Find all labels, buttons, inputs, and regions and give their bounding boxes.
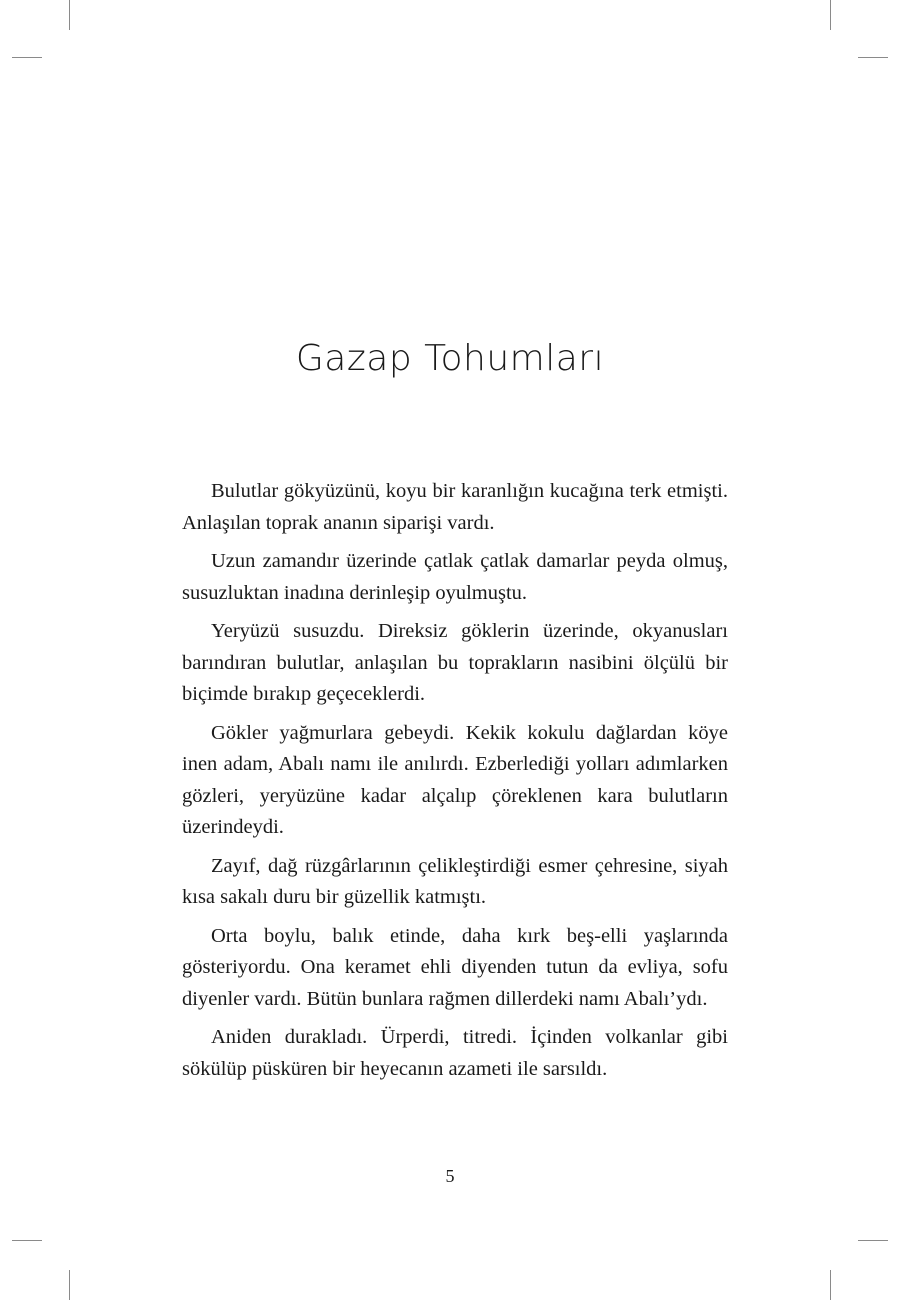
- body-text: [182, 476, 728, 1092]
- paragraph: Zayıf, dağ rüzgârlarının çelikleştirdiği esmer çehresine, siyah kısa sakalı duru bir güzellik katmıştı.: [182, 854, 728, 908]
- paragraph: Orta boylu, balık etinde, daha kırk beş-elli yaşlarında gösteriyordu. Ona keramet ehli diyenden tutun da evliya, sofu diyenler vardı. Bütün bunlara rağmen dillerdeki namı Abalı’ydı.: [182, 924, 728, 1010]
- crop-mark-bottom-left-horizontal: [12, 1240, 42, 1241]
- chapter-title: Gazap Tohumları: [295, 338, 605, 379]
- paragraph: Yeryüzü susuzdu. Direksiz göklerin üzerinde, okyanusları barındıran bulutlar, anlaşılan bu toprakların nasibini ölçülü bir biçimde bırakıp geçeceklerdi.: [182, 620, 728, 705]
- crop-mark-top-left-vertical: [69, 0, 70, 30]
- crop-mark-top-right-vertical: [830, 0, 831, 30]
- crop-mark-top-right-horizontal: [858, 57, 888, 58]
- crop-mark-bottom-right-vertical: [830, 1270, 831, 1300]
- crop-mark-bottom-left-vertical: [69, 1270, 70, 1300]
- crop-mark-top-left-horizontal: [12, 57, 42, 58]
- paragraph: Aniden durakladı. Ürperdi, titredi. İçinden volkanlar gibi sökülüp püsküren bir heyecanın azameti ile sarsıldı.: [182, 1026, 728, 1080]
- paragraph: Gökler yağmurlara gebeydi. Kekik kokulu dağlardan köye inen adam, Abalı namı ile anılırdı. Ezberlediği yolları adımlarken gözleri, yeryüzüne kadar alçalıp çöreklenen kara bulutların üzerindeydi.: [182, 721, 728, 838]
- paragraph: Uzun zamandır üzerinde çatlak çatlak damarlar peyda olmuş, susuzluktan inadına derinleşip oyulmuştu.: [182, 550, 728, 604]
- page-number: 5: [445, 1166, 455, 1186]
- paragraph: Bulutlar gökyüzünü, koyu bir karanlığın kucağına terk etmişti. Anlaşılan toprak ananın siparişi vardı.: [182, 480, 728, 534]
- crop-mark-bottom-right-horizontal: [858, 1240, 888, 1241]
